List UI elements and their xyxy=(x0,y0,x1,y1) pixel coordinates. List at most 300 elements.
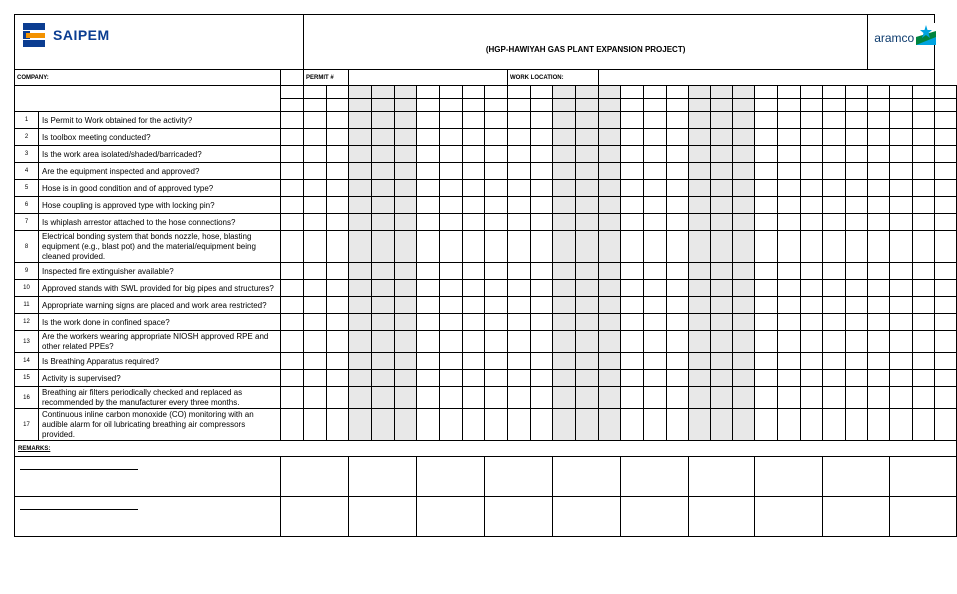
check-cell[interactable] xyxy=(576,263,599,280)
check-cell[interactable] xyxy=(531,112,553,129)
check-cell[interactable] xyxy=(711,129,733,146)
check-cell[interactable] xyxy=(755,163,778,180)
check-cell[interactable] xyxy=(667,353,689,370)
check-cell[interactable] xyxy=(913,214,935,231)
check-cell[interactable] xyxy=(599,314,621,331)
check-cell[interactable] xyxy=(485,112,508,129)
check-cell[interactable] xyxy=(778,331,801,353)
check-cell[interactable] xyxy=(846,353,868,370)
check-cell[interactable] xyxy=(599,387,621,409)
check-cell[interactable] xyxy=(913,409,935,441)
column-header-cell[interactable] xyxy=(281,86,304,99)
check-cell[interactable] xyxy=(463,263,485,280)
column-header-cell[interactable] xyxy=(689,99,711,112)
check-cell[interactable] xyxy=(935,409,957,441)
check-cell[interactable] xyxy=(689,409,711,441)
check-cell[interactable] xyxy=(485,297,508,314)
check-cell[interactable] xyxy=(621,370,644,387)
check-cell[interactable] xyxy=(531,146,553,163)
check-cell[interactable] xyxy=(372,214,395,231)
check-cell[interactable] xyxy=(304,314,327,331)
check-cell[interactable] xyxy=(823,331,846,353)
check-cell[interactable] xyxy=(440,129,463,146)
check-cell[interactable] xyxy=(304,146,327,163)
check-cell[interactable] xyxy=(913,197,935,214)
check-cell[interactable] xyxy=(327,353,349,370)
column-header-cell[interactable] xyxy=(778,99,801,112)
check-cell[interactable] xyxy=(485,197,508,214)
check-cell[interactable] xyxy=(576,129,599,146)
check-cell[interactable] xyxy=(372,263,395,280)
check-cell[interactable] xyxy=(395,353,417,370)
check-cell[interactable] xyxy=(935,353,957,370)
check-cell[interactable] xyxy=(440,409,463,441)
check-cell[interactable] xyxy=(868,180,890,197)
column-header-cell[interactable] xyxy=(711,99,733,112)
check-cell[interactable] xyxy=(935,180,957,197)
check-cell[interactable] xyxy=(485,146,508,163)
check-cell[interactable] xyxy=(644,331,667,353)
check-cell[interactable] xyxy=(485,129,508,146)
check-cell[interactable] xyxy=(576,180,599,197)
check-cell[interactable] xyxy=(327,112,349,129)
signature-cell[interactable] xyxy=(689,497,755,537)
column-header-cell[interactable] xyxy=(485,86,508,99)
check-cell[interactable] xyxy=(372,353,395,370)
check-cell[interactable] xyxy=(621,129,644,146)
check-cell[interactable] xyxy=(440,214,463,231)
check-cell[interactable] xyxy=(935,129,957,146)
check-cell[interactable] xyxy=(801,297,823,314)
column-header-cell[interactable] xyxy=(801,86,823,99)
check-cell[interactable] xyxy=(755,129,778,146)
check-cell[interactable] xyxy=(281,263,304,280)
check-cell[interactable] xyxy=(868,387,890,409)
column-header-cell[interactable] xyxy=(417,86,440,99)
column-header-cell[interactable] xyxy=(304,86,327,99)
check-cell[interactable] xyxy=(576,387,599,409)
check-cell[interactable] xyxy=(801,197,823,214)
check-cell[interactable] xyxy=(935,214,957,231)
check-cell[interactable] xyxy=(778,163,801,180)
check-cell[interactable] xyxy=(846,280,868,297)
check-cell[interactable] xyxy=(372,180,395,197)
check-cell[interactable] xyxy=(846,263,868,280)
check-cell[interactable] xyxy=(755,263,778,280)
check-cell[interactable] xyxy=(733,146,755,163)
check-cell[interactable] xyxy=(890,214,913,231)
check-cell[interactable] xyxy=(890,370,913,387)
check-cell[interactable] xyxy=(755,370,778,387)
check-cell[interactable] xyxy=(508,297,531,314)
column-header-cell[interactable] xyxy=(417,99,440,112)
check-cell[interactable] xyxy=(644,146,667,163)
check-cell[interactable] xyxy=(508,197,531,214)
check-cell[interactable] xyxy=(327,263,349,280)
check-cell[interactable] xyxy=(801,314,823,331)
check-cell[interactable] xyxy=(801,353,823,370)
check-cell[interactable] xyxy=(553,180,576,197)
check-cell[interactable] xyxy=(576,409,599,441)
column-header-cell[interactable] xyxy=(755,99,778,112)
check-cell[interactable] xyxy=(935,146,957,163)
check-cell[interactable] xyxy=(644,297,667,314)
check-cell[interactable] xyxy=(733,280,755,297)
check-cell[interactable] xyxy=(667,180,689,197)
check-cell[interactable] xyxy=(599,180,621,197)
column-header-cell[interactable] xyxy=(485,99,508,112)
check-cell[interactable] xyxy=(485,163,508,180)
check-cell[interactable] xyxy=(281,231,304,263)
column-header-cell[interactable] xyxy=(644,99,667,112)
check-cell[interactable] xyxy=(689,214,711,231)
check-cell[interactable] xyxy=(801,129,823,146)
column-header-cell[interactable] xyxy=(823,86,846,99)
check-cell[interactable] xyxy=(890,180,913,197)
check-cell[interactable] xyxy=(935,370,957,387)
check-cell[interactable] xyxy=(778,370,801,387)
check-cell[interactable] xyxy=(395,129,417,146)
check-cell[interactable] xyxy=(599,231,621,263)
check-cell[interactable] xyxy=(621,112,644,129)
check-cell[interactable] xyxy=(599,280,621,297)
check-cell[interactable] xyxy=(733,409,755,441)
check-cell[interactable] xyxy=(531,409,553,441)
check-cell[interactable] xyxy=(349,146,372,163)
check-cell[interactable] xyxy=(327,129,349,146)
check-cell[interactable] xyxy=(281,197,304,214)
check-cell[interactable] xyxy=(531,180,553,197)
check-cell[interactable] xyxy=(508,112,531,129)
check-cell[interactable] xyxy=(327,180,349,197)
check-cell[interactable] xyxy=(621,197,644,214)
check-cell[interactable] xyxy=(801,387,823,409)
check-cell[interactable] xyxy=(531,280,553,297)
check-cell[interactable] xyxy=(733,231,755,263)
check-cell[interactable] xyxy=(778,353,801,370)
check-cell[interactable] xyxy=(890,231,913,263)
check-cell[interactable] xyxy=(599,214,621,231)
check-cell[interactable] xyxy=(733,297,755,314)
signature-cell[interactable] xyxy=(823,497,890,537)
check-cell[interactable] xyxy=(485,409,508,441)
signature-cell[interactable] xyxy=(890,457,957,497)
column-header-cell[interactable] xyxy=(778,86,801,99)
check-cell[interactable] xyxy=(711,331,733,353)
check-cell[interactable] xyxy=(823,163,846,180)
check-cell[interactable] xyxy=(801,146,823,163)
signature-cell[interactable] xyxy=(823,457,890,497)
signature-cell[interactable] xyxy=(755,497,823,537)
column-header-cell[interactable] xyxy=(599,86,621,99)
column-header-cell[interactable] xyxy=(755,86,778,99)
check-cell[interactable] xyxy=(868,314,890,331)
check-cell[interactable] xyxy=(823,129,846,146)
check-cell[interactable] xyxy=(304,297,327,314)
check-cell[interactable] xyxy=(372,197,395,214)
check-cell[interactable] xyxy=(599,353,621,370)
check-cell[interactable] xyxy=(621,314,644,331)
check-cell[interactable] xyxy=(689,370,711,387)
check-cell[interactable] xyxy=(733,112,755,129)
check-cell[interactable] xyxy=(395,314,417,331)
column-header-cell[interactable] xyxy=(440,86,463,99)
check-cell[interactable] xyxy=(846,129,868,146)
check-cell[interactable] xyxy=(395,280,417,297)
check-cell[interactable] xyxy=(755,231,778,263)
column-header-cell[interactable] xyxy=(304,99,327,112)
check-cell[interactable] xyxy=(689,112,711,129)
check-cell[interactable] xyxy=(508,353,531,370)
check-cell[interactable] xyxy=(417,180,440,197)
check-cell[interactable] xyxy=(485,231,508,263)
check-cell[interactable] xyxy=(417,146,440,163)
check-cell[interactable] xyxy=(304,387,327,409)
signature-cell[interactable] xyxy=(755,457,823,497)
column-header-cell[interactable] xyxy=(890,99,913,112)
column-header-cell[interactable] xyxy=(553,99,576,112)
check-cell[interactable] xyxy=(576,214,599,231)
check-cell[interactable] xyxy=(689,387,711,409)
check-cell[interactable] xyxy=(531,314,553,331)
check-cell[interactable] xyxy=(868,163,890,180)
check-cell[interactable] xyxy=(440,163,463,180)
check-cell[interactable] xyxy=(801,263,823,280)
column-header-cell[interactable] xyxy=(935,99,957,112)
check-cell[interactable] xyxy=(463,314,485,331)
column-header-cell[interactable] xyxy=(823,99,846,112)
check-cell[interactable] xyxy=(644,214,667,231)
check-cell[interactable] xyxy=(755,387,778,409)
signature-cell[interactable] xyxy=(417,457,485,497)
signature-cell[interactable] xyxy=(553,457,621,497)
check-cell[interactable] xyxy=(349,231,372,263)
check-cell[interactable] xyxy=(599,146,621,163)
check-cell[interactable] xyxy=(621,263,644,280)
check-cell[interactable] xyxy=(485,263,508,280)
check-cell[interactable] xyxy=(463,180,485,197)
check-cell[interactable] xyxy=(485,370,508,387)
check-cell[interactable] xyxy=(755,112,778,129)
check-cell[interactable] xyxy=(395,112,417,129)
column-header-cell[interactable] xyxy=(372,99,395,112)
check-cell[interactable] xyxy=(801,231,823,263)
check-cell[interactable] xyxy=(733,370,755,387)
check-cell[interactable] xyxy=(913,180,935,197)
check-cell[interactable] xyxy=(485,214,508,231)
check-cell[interactable] xyxy=(281,146,304,163)
check-cell[interactable] xyxy=(823,280,846,297)
column-header-cell[interactable] xyxy=(935,86,957,99)
check-cell[interactable] xyxy=(890,263,913,280)
check-cell[interactable] xyxy=(935,112,957,129)
check-cell[interactable] xyxy=(281,353,304,370)
check-cell[interactable] xyxy=(778,112,801,129)
check-cell[interactable] xyxy=(778,314,801,331)
check-cell[interactable] xyxy=(304,112,327,129)
column-header-cell[interactable] xyxy=(711,86,733,99)
check-cell[interactable] xyxy=(733,129,755,146)
check-cell[interactable] xyxy=(440,297,463,314)
check-cell[interactable] xyxy=(349,280,372,297)
check-cell[interactable] xyxy=(531,370,553,387)
check-cell[interactable] xyxy=(372,280,395,297)
work-location-field[interactable] xyxy=(599,70,935,86)
check-cell[interactable] xyxy=(463,331,485,353)
check-cell[interactable] xyxy=(711,387,733,409)
check-cell[interactable] xyxy=(890,112,913,129)
check-cell[interactable] xyxy=(823,231,846,263)
check-cell[interactable] xyxy=(755,331,778,353)
check-cell[interactable] xyxy=(531,197,553,214)
check-cell[interactable] xyxy=(778,409,801,441)
check-cell[interactable] xyxy=(281,163,304,180)
check-cell[interactable] xyxy=(711,146,733,163)
check-cell[interactable] xyxy=(667,331,689,353)
check-cell[interactable] xyxy=(553,370,576,387)
check-cell[interactable] xyxy=(440,353,463,370)
check-cell[interactable] xyxy=(553,129,576,146)
check-cell[interactable] xyxy=(327,409,349,441)
check-cell[interactable] xyxy=(304,263,327,280)
check-cell[interactable] xyxy=(846,409,868,441)
check-cell[interactable] xyxy=(395,146,417,163)
check-cell[interactable] xyxy=(531,353,553,370)
column-header-cell[interactable] xyxy=(349,86,372,99)
check-cell[interactable] xyxy=(304,280,327,297)
check-cell[interactable] xyxy=(372,331,395,353)
check-cell[interactable] xyxy=(304,353,327,370)
check-cell[interactable] xyxy=(485,180,508,197)
check-cell[interactable] xyxy=(868,409,890,441)
check-cell[interactable] xyxy=(485,353,508,370)
check-cell[interactable] xyxy=(644,353,667,370)
check-cell[interactable] xyxy=(644,163,667,180)
check-cell[interactable] xyxy=(599,370,621,387)
column-header-cell[interactable] xyxy=(463,86,485,99)
check-cell[interactable] xyxy=(733,163,755,180)
check-cell[interactable] xyxy=(349,387,372,409)
check-cell[interactable] xyxy=(868,370,890,387)
check-cell[interactable] xyxy=(621,353,644,370)
column-header-cell[interactable] xyxy=(508,99,531,112)
check-cell[interactable] xyxy=(553,197,576,214)
check-cell[interactable] xyxy=(531,331,553,353)
check-cell[interactable] xyxy=(372,231,395,263)
check-cell[interactable] xyxy=(667,231,689,263)
column-header-cell[interactable] xyxy=(621,99,644,112)
check-cell[interactable] xyxy=(599,129,621,146)
check-cell[interactable] xyxy=(689,180,711,197)
check-cell[interactable] xyxy=(733,314,755,331)
column-header-cell[interactable] xyxy=(372,86,395,99)
check-cell[interactable] xyxy=(508,180,531,197)
check-cell[interactable] xyxy=(417,409,440,441)
check-cell[interactable] xyxy=(372,146,395,163)
check-cell[interactable] xyxy=(395,214,417,231)
check-cell[interactable] xyxy=(576,331,599,353)
check-cell[interactable] xyxy=(281,387,304,409)
check-cell[interactable] xyxy=(349,297,372,314)
check-cell[interactable] xyxy=(327,370,349,387)
check-cell[interactable] xyxy=(868,353,890,370)
check-cell[interactable] xyxy=(667,163,689,180)
check-cell[interactable] xyxy=(508,370,531,387)
check-cell[interactable] xyxy=(485,331,508,353)
check-cell[interactable] xyxy=(935,197,957,214)
check-cell[interactable] xyxy=(913,314,935,331)
check-cell[interactable] xyxy=(846,297,868,314)
check-cell[interactable] xyxy=(935,387,957,409)
column-header-cell[interactable] xyxy=(599,99,621,112)
check-cell[interactable] xyxy=(485,314,508,331)
check-cell[interactable] xyxy=(395,297,417,314)
check-cell[interactable] xyxy=(372,163,395,180)
check-cell[interactable] xyxy=(621,146,644,163)
check-cell[interactable] xyxy=(913,231,935,263)
check-cell[interactable] xyxy=(846,231,868,263)
column-header-cell[interactable] xyxy=(868,86,890,99)
check-cell[interactable] xyxy=(890,387,913,409)
check-cell[interactable] xyxy=(823,263,846,280)
check-cell[interactable] xyxy=(417,197,440,214)
check-cell[interactable] xyxy=(846,180,868,197)
check-cell[interactable] xyxy=(349,180,372,197)
check-cell[interactable] xyxy=(846,331,868,353)
check-cell[interactable] xyxy=(463,280,485,297)
check-cell[interactable] xyxy=(349,370,372,387)
check-cell[interactable] xyxy=(823,214,846,231)
column-header-cell[interactable] xyxy=(913,86,935,99)
check-cell[interactable] xyxy=(417,214,440,231)
check-cell[interactable] xyxy=(327,197,349,214)
check-cell[interactable] xyxy=(372,387,395,409)
check-cell[interactable] xyxy=(778,231,801,263)
check-cell[interactable] xyxy=(599,112,621,129)
check-cell[interactable] xyxy=(890,129,913,146)
check-cell[interactable] xyxy=(667,214,689,231)
check-cell[interactable] xyxy=(463,214,485,231)
check-cell[interactable] xyxy=(304,180,327,197)
remarks-field[interactable] xyxy=(15,457,281,497)
check-cell[interactable] xyxy=(281,112,304,129)
check-cell[interactable] xyxy=(868,231,890,263)
check-cell[interactable] xyxy=(531,387,553,409)
check-cell[interactable] xyxy=(576,231,599,263)
column-header-cell[interactable] xyxy=(733,99,755,112)
check-cell[interactable] xyxy=(823,180,846,197)
signature-cell[interactable] xyxy=(349,457,417,497)
check-cell[interactable] xyxy=(868,214,890,231)
check-cell[interactable] xyxy=(711,180,733,197)
signature-cell[interactable] xyxy=(890,497,957,537)
check-cell[interactable] xyxy=(417,112,440,129)
column-header-cell[interactable] xyxy=(644,86,667,99)
check-cell[interactable] xyxy=(935,163,957,180)
check-cell[interactable] xyxy=(485,280,508,297)
check-cell[interactable] xyxy=(890,314,913,331)
check-cell[interactable] xyxy=(823,409,846,441)
column-header-cell[interactable] xyxy=(463,99,485,112)
check-cell[interactable] xyxy=(463,129,485,146)
check-cell[interactable] xyxy=(890,353,913,370)
check-cell[interactable] xyxy=(304,214,327,231)
column-header-cell[interactable] xyxy=(846,99,868,112)
check-cell[interactable] xyxy=(395,180,417,197)
check-cell[interactable] xyxy=(801,280,823,297)
check-cell[interactable] xyxy=(349,129,372,146)
check-cell[interactable] xyxy=(733,353,755,370)
